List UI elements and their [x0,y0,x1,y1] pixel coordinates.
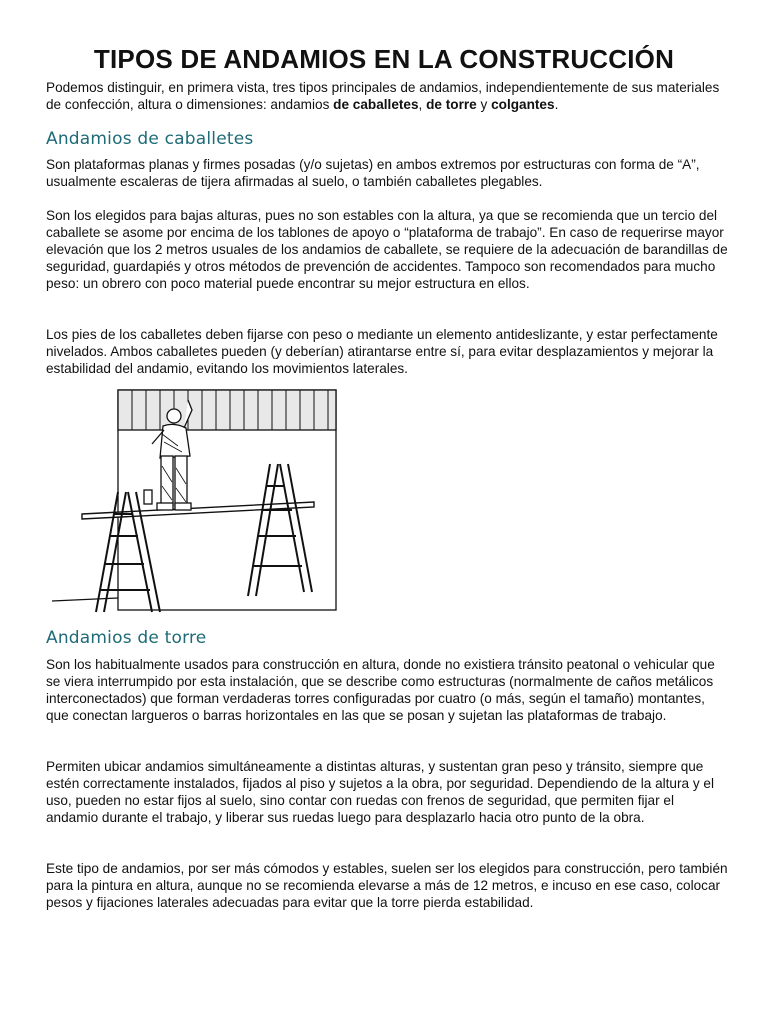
paragraph-torre-2: Permiten ubicar andamios simultáneamente a distintas alturas, y sustentan gran peso y tránsito, siempre que estén correctamente instalados, fijados al piso y sujetos a la obra, por seguridad. Dependiendo de la altura y el uso, pueden no estar fijos al suelo, sino contar con ruedas con frenos de seguridad, que permiten fijar el andamio durante el trabajo, y liberar sus ruedas luego para desplazarlo hacia otro punto de la obra. [46,759,715,825]
section-heading-torre: Andamios de torre [46,628,207,648]
page-title: TIPOS DE ANDAMIOS EN LA CONSTRUCCIÓN [93,44,675,74]
intro-end: . [554,97,559,112]
paragraph-torre-3: Este tipo de andamios, por ser más cómodos y estables, suelen ser los elegidos para construcción, pero también para la pintura en altura, aunque no se recomienda elevarse a más de 12 metros, e incuso en ese caso, colocar pesos y fijaciones laterales adecuadas para evitar que la torre pierda estabilidad. [46,861,728,910]
intro-separator: , [418,97,427,112]
paragraph-torre-1: Son los habitualmente usados para construcción en altura, donde no existiera tránsito peatonal o vehicular que se viera interrumpido por esta instalación, que se describe como estructuras (normalmente de caños metálicos interconectados) que forman verdaderas torres configuradas por cuatro (o más, según el tamaño) montantes, que conectan largueros o barras horizontales en las que se posan y sujetan las plataformas de trabajo. [46,657,715,723]
paragraph-caballetes-2: Son los elegidos para bajas alturas, pues no son estables con la altura, ya que se recomienda que un tercio del caballete se asome por encima de los tablones de apoyo o “plataforma de trabajo”. En caso de requerirse mayor elevación que los 2 metros usuales de los andamios de caballete, se requiere de la adecuación de barandillas de seguridad, guardapiés y otros métodos de prevención de accidentes. Tampoco son recomendados para mucho peso: un obrero con poco material puede encontrar su mejor estructura en ellos. [46,208,728,291]
trestle-scaffold-illustration [52,386,344,622]
floor-line [52,598,118,601]
intro-text: Podemos distinguir, en primera vista, tres tipos principales de andamios, independientemente de sus materiales de confección, altura o dimensiones: andamios [46,80,720,112]
intro-bold-torre: de torre [426,97,477,112]
section-heading-caballetes: Andamios de caballetes [46,129,254,149]
intro-paragraph [46,79,728,113]
intro-bold-caballetes: de caballetes [333,97,419,112]
wall-band [118,390,336,430]
paragraph-caballetes-3: Los pies de los caballetes deben fijarse con peso o mediante un elemento antideslizante, y estar perfectamente nivelados. Ambos caballetes pueden (y deberían) atirantarse entre sí, para evitar desplazamientos y mejorar la estabilidad del andamio, evitando los movimientos laterales. [46,327,718,376]
intro-separator: y [476,97,492,112]
intro-bold-colgantes: colgantes [491,97,555,112]
paragraph-caballetes-1: Son plataformas planas y firmes posadas (y/o sujetas) en ambos extremos por estructuras con forma de “A”, usualmente escaleras de tijera afirmadas al suelo, o también caballetes plegables. [46,157,700,189]
